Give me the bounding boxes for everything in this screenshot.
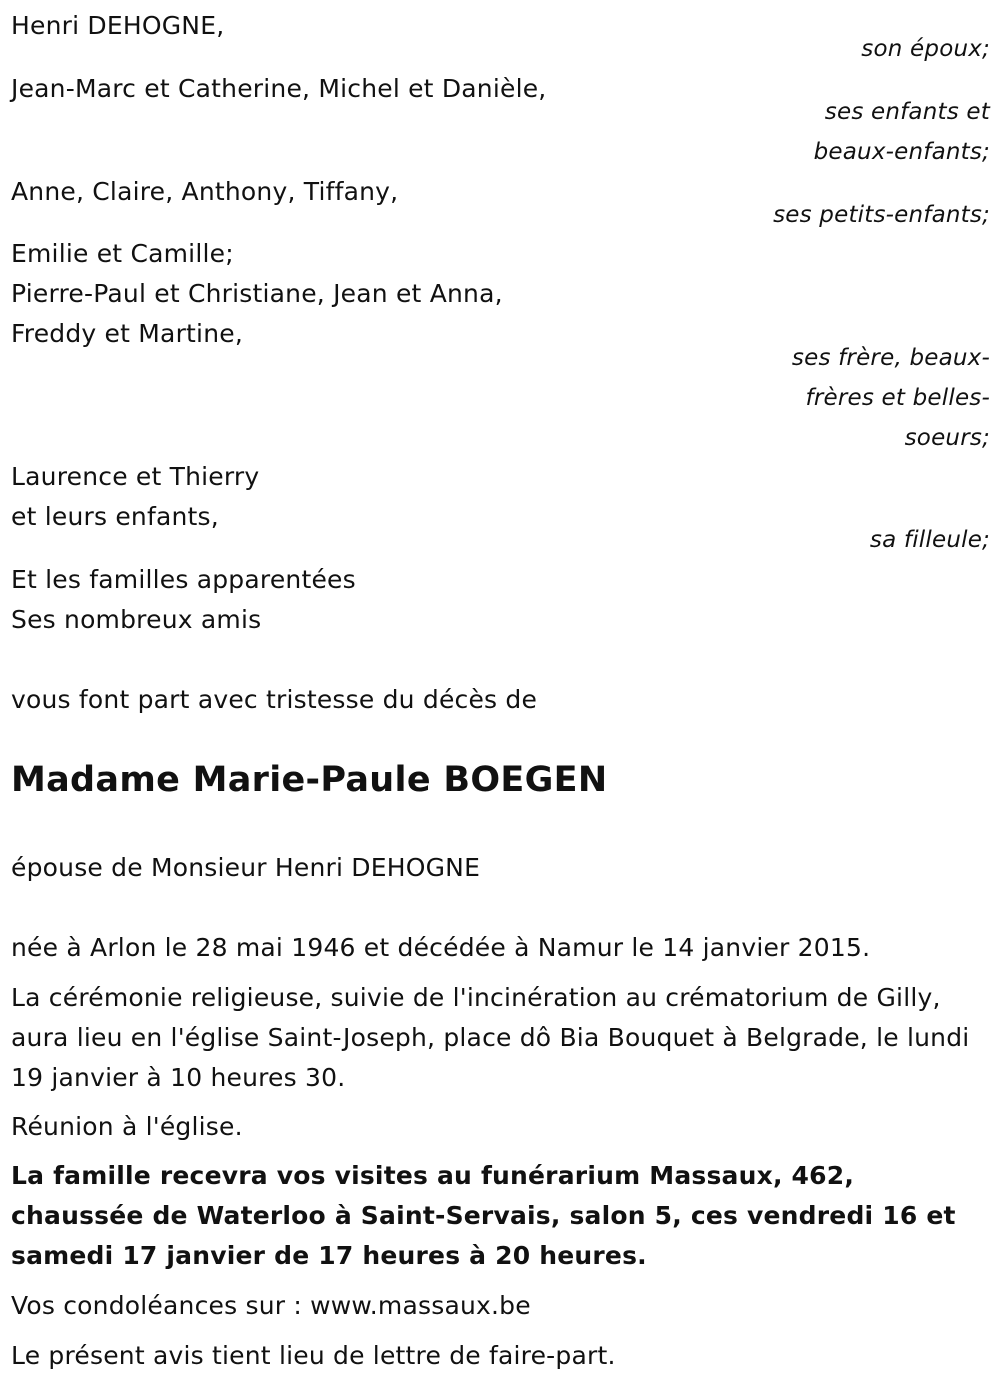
announcement-text: vous font part avec tristesse du décès de [11,685,538,714]
meeting-text: Réunion à l'église. [11,1112,243,1141]
grandchildren-names: Anne, Claire, Anthony, Tiffany, [11,177,399,206]
grandchildren-relation: ses petits-enfants; [773,202,990,228]
goddaughter-names-line1: Laurence et Thierry [11,462,260,491]
spouse-relation: son époux; [861,36,990,62]
visits-text: La famille recevra vos visites au funérarium Massaux, 462, chaussée de Waterloo à Saint-Servais, salon 5, ces vendredi 16 et samedi 17 janvier de 17 heures à 20 heures. [11,1161,956,1270]
siblings-names-line2: Pierre-Paul et Christiane, Jean et Anna, [11,279,503,308]
children-relation-line1: ses enfants et [824,99,990,125]
children-names: Jean-Marc et Catherine, Michel et Danièle, [11,74,547,103]
siblings-names-line3: Freddy et Martine, [11,319,243,348]
birth-death-text: née à Arlon le 28 mai 1946 et décédée à Namur le 14 janvier 2015. [11,933,871,962]
ceremony-text: La cérémonie religieuse, suivie de l'incinération au crématorium de Gilly, aura lieu en l'église Saint-Joseph, place dô Bia Bouquet à Belgrade, le lundi 19 janvier à 10 heures 30. [11,983,970,1092]
siblings-relation-line1: ses frère, beaux- [791,345,990,371]
others-line1: Et les familles apparentées [11,565,356,594]
notice-text: Le présent avis tient lieu de lettre de faire-part. [11,1341,616,1370]
spouse-names: Henri DEHOGNE, [11,11,225,40]
siblings-names-line1: Emilie et Camille; [11,239,234,268]
children-relation-line2: beaux-enfants; [813,139,990,165]
goddaughter-relation: sa filleule; [869,527,990,553]
siblings-relation-line3: soeurs; [904,425,990,451]
spouse-of-text: épouse de Monsieur Henri DEHOGNE [11,853,481,882]
goddaughter-names-line2: et leurs enfants, [11,502,219,531]
deceased-name: Madame Marie-Paule BOEGEN [11,760,608,800]
condolences-text: Vos condoléances sur : www.massaux.be [11,1291,531,1320]
others-line2: Ses nombreux amis [11,605,262,634]
siblings-relation-line2: frères et belles- [805,385,990,411]
